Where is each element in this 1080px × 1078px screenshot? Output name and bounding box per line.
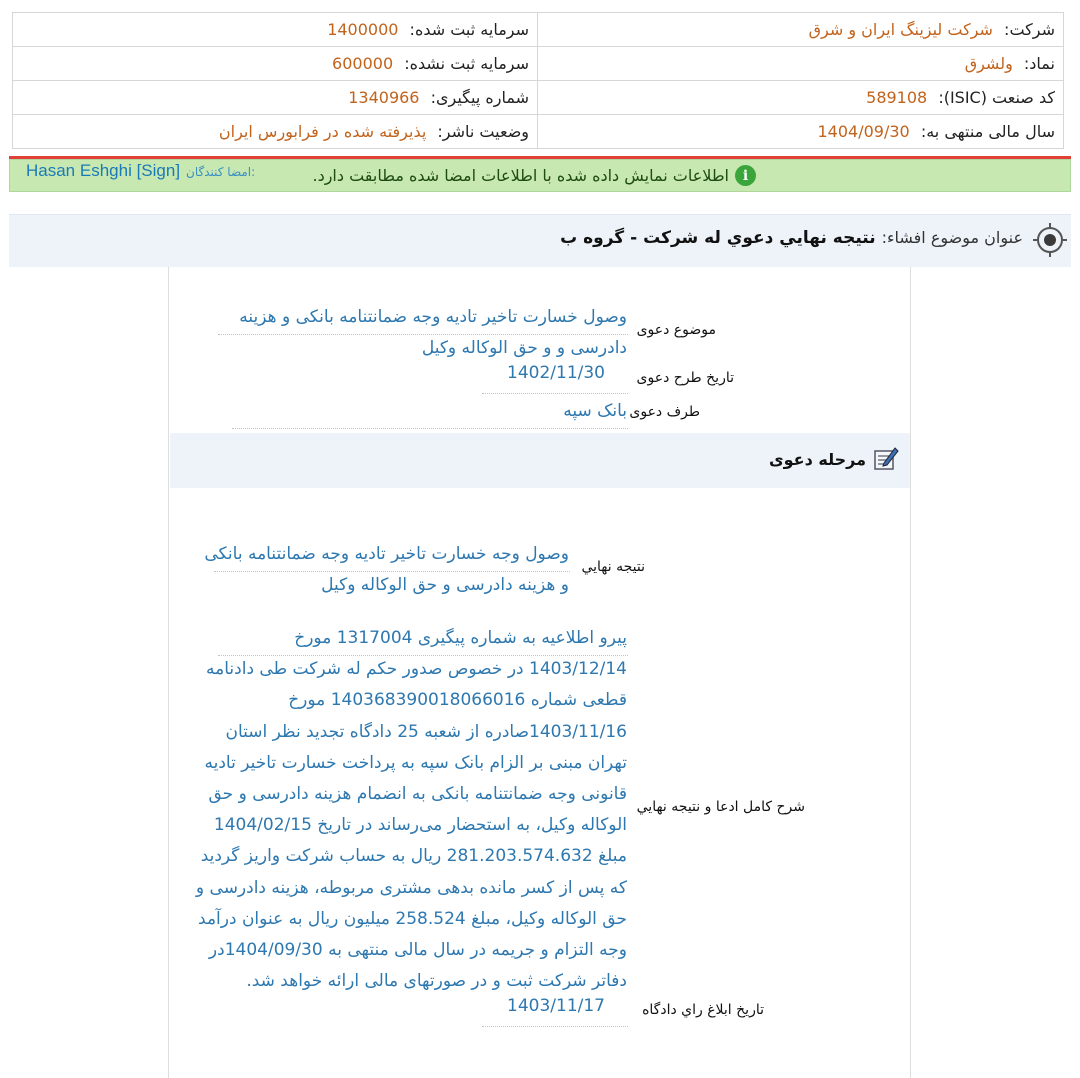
description-line: قطعی شماره 140368390018066016 مورخ	[288, 690, 627, 711]
tracking-cell	[13, 81, 538, 115]
description-line: پیرو اطلاعیه به شماره پیگیری 1317004 مورخ	[294, 628, 627, 648]
topic-label: موضوع دعوی	[636, 322, 716, 338]
topic-underline	[218, 334, 628, 335]
party-underline	[232, 428, 628, 429]
tracking-value: 1340966	[348, 88, 420, 107]
verification-text: اطلاعات نمایش داده شده با اطلاعات امضا شده مطابقت دارد.	[312, 166, 729, 185]
stage-title: مرحله دعوی	[768, 450, 866, 469]
final-result-label: نتيجه نهايي	[581, 559, 645, 575]
topic-value-line1: وصول خسارت تاخیر تادیه وجه ضمانتنامه بانکی و هزینه	[239, 307, 627, 327]
fiscal-year-cell	[538, 115, 1064, 149]
unregistered-capital-label: سرمایه ثبت نشده:	[404, 54, 529, 73]
unregistered-capital-value: 600000	[332, 54, 394, 73]
info-row	[13, 115, 1064, 149]
notify-date-label: تاريخ ابلاغ راي دادگاه	[642, 1002, 764, 1018]
verification-message	[312, 165, 756, 186]
company-cell	[538, 13, 1064, 47]
company-label: شرکت:	[1004, 20, 1055, 39]
tracking-label: شماره پیگیری:	[430, 88, 529, 107]
symbol-label: نماد:	[1023, 54, 1055, 73]
publisher-status-label: وضعیت ناشر:	[437, 122, 529, 141]
signers-label: امضا کنندگان:	[186, 165, 256, 179]
target-icon	[1031, 221, 1069, 259]
subject-title: نتيجه نهايي دعوي له شرکت - گروه ب	[560, 228, 876, 248]
subject-heading	[560, 228, 1023, 248]
filing-date-label: تاریخ طرح دعوی	[636, 370, 734, 386]
subject-bar	[9, 214, 1071, 267]
symbol-value[interactable]: ولشرق	[964, 54, 1013, 73]
publisher-status-cell	[13, 115, 538, 149]
verification-bar	[9, 159, 1071, 192]
edit-icon	[872, 444, 900, 472]
signer-link[interactable]: Hasan Eshghi [Sign]	[26, 161, 181, 180]
registered-capital-cell	[13, 13, 538, 47]
registered-capital-value: 1400000	[327, 20, 399, 39]
filing-date-underline	[482, 393, 628, 394]
isic-label: کد صنعت (ISIC):	[938, 88, 1055, 107]
description-line: 1403/11/16صادره از شعبه 25 دادگاه تجدید نظر استان	[225, 721, 627, 742]
unregistered-capital-cell	[13, 47, 538, 81]
description-line: مبلغ 281.203.574.632 ریال به حساب شرکت واریز گردید	[200, 846, 627, 867]
info-row	[13, 47, 1064, 81]
description-line: حق الوکاله وکیل، مبلغ 258.524 میلیون ریال به عنوان درآمد	[198, 908, 627, 929]
registered-capital-label: سرمایه ثبت شده:	[409, 20, 529, 39]
company-info-table	[12, 12, 1064, 149]
publisher-status-value: پذیرفته شده در فرابورس ایران	[218, 122, 427, 141]
fiscal-year-label: سال مالی منتهی به:	[920, 122, 1055, 141]
description-line: قانونی وجه ضمانتنامه بانکی به انضمام هزینه دادرسی و حق	[208, 784, 627, 805]
final-result-underline	[214, 571, 570, 572]
symbol-cell	[538, 47, 1064, 81]
description-label: شرح کامل ادعا و نتيجه نهايي	[636, 799, 805, 815]
description-line: تهران مبنی بر الزام بانک سپه به پرداخت خسارت تاخیر تادیه	[204, 752, 627, 773]
final-result-line1: وصول وجه خسارت تاخیر تادیه وجه ضمانتنامه بانکی	[204, 544, 569, 564]
description-line: وجه التزام و جریمه در سال مالی منتهی به 1404/09/30در	[208, 940, 627, 961]
party-value: بانک سپه	[563, 401, 627, 421]
description-underline	[218, 655, 628, 656]
final-result-line2: و هزینه دادرسی و حق الوکاله وکیل	[321, 575, 569, 595]
signers	[26, 161, 255, 181]
description-line: الوکاله وکیل، به استحضار می‌رساند در تاریخ 1404/02/15	[213, 815, 627, 836]
filing-date-value: 1402/11/30	[507, 363, 605, 383]
description-line: 1403/12/14 در خصوص صدور حکم له شرکت طی دادنامه	[206, 659, 627, 680]
isic-value: 589108	[866, 88, 928, 107]
description-line: که پس از کسر مانده بدهی مشتری مربوطه، هزینه دادرسی و	[195, 877, 627, 898]
description-line: دفاتر شرکت ثبت و در صورتهای مالی ارائه خواهد شد.	[246, 971, 627, 992]
info-row	[13, 81, 1064, 115]
info-row	[13, 13, 1064, 47]
fiscal-year-value: 1404/09/30	[817, 122, 910, 141]
company-value[interactable]: شرکت لیزینگ ایران و شرق	[808, 20, 993, 39]
isic-cell	[538, 81, 1064, 115]
notify-date-value: 1403/11/17	[507, 996, 605, 1016]
info-icon: i	[735, 165, 756, 186]
notify-date-underline	[482, 1026, 628, 1027]
description-text	[196, 623, 627, 997]
topic-value-line2: دادرسی و و حق الوکاله وکیل	[421, 338, 627, 358]
subject-label: عنوان موضوع افشاء:	[881, 228, 1023, 247]
party-label: طرف دعوی	[629, 404, 700, 420]
stage-bar	[170, 433, 910, 488]
